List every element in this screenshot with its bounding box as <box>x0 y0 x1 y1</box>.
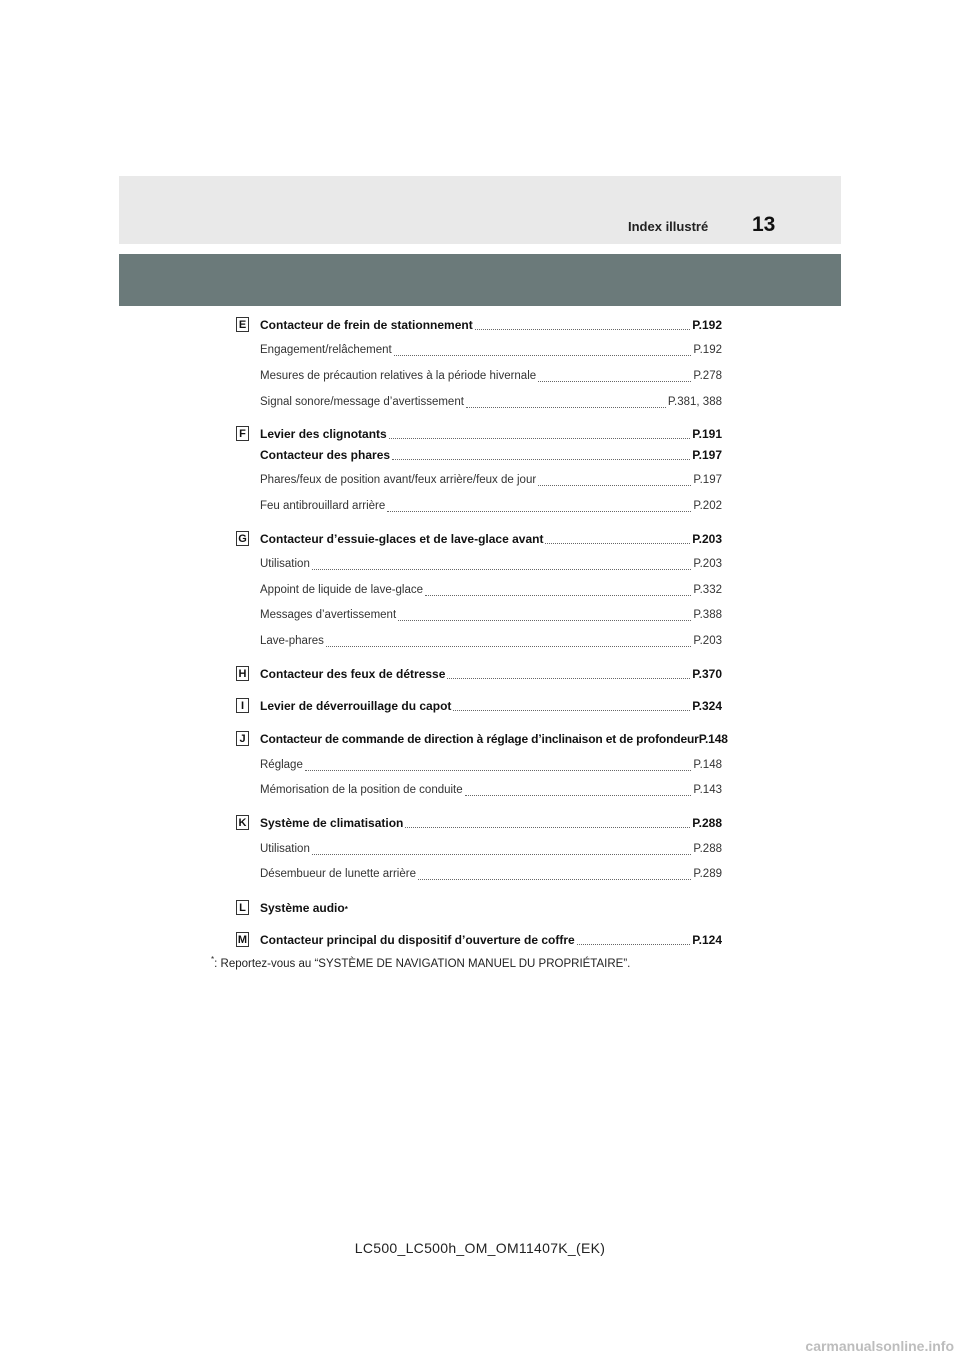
page-ref[interactable]: P.203 <box>693 635 722 647</box>
page-ref[interactable]: P.332 <box>693 584 722 596</box>
page-ref[interactable]: P.124 <box>692 933 722 947</box>
letter-marker-i: I <box>236 698 249 713</box>
page-ref[interactable]: P.143 <box>693 784 722 796</box>
entry-label: Système de climatisation <box>260 816 404 830</box>
entry-label: Appoint de liquide de lave-glace <box>260 584 424 596</box>
dot-leader <box>394 355 692 356</box>
page-ref[interactable]: P.191 <box>692 427 722 441</box>
entry-label: Utilisation <box>260 558 310 570</box>
footnote-text: : Reportez-vous au “SYSTÈME DE NAVIGATION MANUEL DU PROPRIÉTAIRE”. <box>214 957 631 970</box>
letter-marker-k: K <box>236 815 249 830</box>
index-subentry[interactable] <box>260 558 722 574</box>
page-ref[interactable]: P.197 <box>692 448 722 462</box>
dot-leader <box>392 459 690 460</box>
dot-leader <box>398 620 691 621</box>
header-band <box>119 176 841 244</box>
dot-leader <box>387 511 691 512</box>
index-entry[interactable] <box>260 318 722 334</box>
page-ref[interactable]: P.203 <box>692 532 722 546</box>
entry-label: Réglage <box>260 759 303 771</box>
dot-leader <box>475 329 690 330</box>
dot-leader <box>453 710 690 711</box>
page-ref[interactable]: P.388 <box>693 609 722 621</box>
index-entry[interactable] <box>260 816 722 832</box>
index-entry[interactable] <box>260 667 722 683</box>
index-subentry[interactable] <box>260 635 722 651</box>
document-code: LC500_LC500h_OM_OM11407K_(EK) <box>354 1240 606 1256</box>
entry-label: Mémorisation de la position de conduite <box>260 784 463 796</box>
letter-marker-f: F <box>236 426 249 441</box>
index-entry[interactable] <box>260 427 722 443</box>
page-ref[interactable]: P.370 <box>692 667 722 681</box>
dot-leader <box>418 879 691 880</box>
dot-leader <box>326 646 691 647</box>
index-subentry[interactable] <box>260 500 722 516</box>
page-ref[interactable]: P.148 <box>698 732 728 746</box>
index-subentry[interactable] <box>260 784 722 800</box>
index-entry[interactable] <box>260 532 722 548</box>
index-entry[interactable] <box>260 699 722 715</box>
index-subentry[interactable] <box>260 868 722 884</box>
index-subentry[interactable] <box>260 396 722 412</box>
entry-label: Feu antibrouillard arrière <box>260 500 386 512</box>
entry-label: Lave-phares <box>260 635 324 647</box>
page-ref[interactable]: P.192 <box>692 318 722 332</box>
index-subentry[interactable] <box>260 609 722 625</box>
dot-leader <box>538 381 691 382</box>
entry-label: Contacteur des phares <box>260 448 391 462</box>
index-subentry[interactable] <box>260 344 722 360</box>
letter-marker-e: E <box>236 317 249 332</box>
index-entry[interactable] <box>260 933 722 949</box>
dot-leader <box>466 407 666 408</box>
entry-label: Levier des clignotants <box>260 427 387 441</box>
dot-leader <box>545 543 690 544</box>
entry-label: Contacteur principal du dispositif d’ouverture de coffre <box>260 933 575 947</box>
index-subentry[interactable] <box>260 370 722 386</box>
entry-label: Contacteur de commande de direction à réglage d’inclinaison et de profondeur <box>260 732 699 746</box>
dot-leader <box>447 678 690 679</box>
entry-label: Mesures de précaution relatives à la période hivernale <box>260 370 537 382</box>
page-number: 13 <box>752 213 776 236</box>
dot-leader <box>577 944 690 945</box>
footnote-mark: * <box>344 905 348 914</box>
letter-marker-j: J <box>236 731 249 746</box>
page-title: Index illustré <box>628 219 709 234</box>
index-subentry[interactable] <box>260 474 722 490</box>
index-entry[interactable] <box>260 448 722 464</box>
entry-label: Signal sonore/message d’avertissement <box>260 396 464 408</box>
index-subentry[interactable] <box>260 843 722 859</box>
dot-leader <box>389 438 690 439</box>
watermark: carmanualsonline.info <box>805 1338 954 1354</box>
dot-leader <box>538 485 691 486</box>
page-ref[interactable]: P.381, 388 <box>667 396 722 408</box>
dot-leader <box>312 854 692 855</box>
entry-label: Engagement/relâchement <box>260 344 392 356</box>
dot-leader <box>425 595 691 596</box>
letter-marker-g: G <box>236 531 249 546</box>
entry-label: Désembueur de lunette arrière <box>260 868 416 880</box>
page-ref[interactable]: P.192 <box>693 344 722 356</box>
dot-leader <box>305 770 692 771</box>
page-ref[interactable]: P.203 <box>693 558 722 570</box>
entry-label: Utilisation <box>260 843 310 855</box>
page-ref[interactable]: P.148 <box>693 759 722 771</box>
footnote <box>211 955 630 970</box>
footnote-mark: * <box>211 955 215 964</box>
entry-label: Phares/feux de position avant/feux arrière/feux de jour <box>260 474 537 486</box>
letter-marker-l: L <box>236 900 249 915</box>
page-ref[interactable]: P.278 <box>693 370 722 382</box>
letter-marker-h: H <box>236 666 249 681</box>
dot-leader <box>465 795 692 796</box>
index-entry[interactable] <box>260 732 734 748</box>
letter-marker-m: M <box>237 933 248 946</box>
index-subentry[interactable] <box>260 759 722 775</box>
page-ref[interactable]: P.197 <box>693 474 722 486</box>
index-subentry[interactable] <box>260 584 722 600</box>
page-ref[interactable]: P.288 <box>692 816 722 830</box>
dot-leader <box>405 827 690 828</box>
entry-label: Contacteur d’essuie-glaces et de lave-glace avant <box>260 532 544 546</box>
entry-label: Contacteur de frein de stationnement <box>260 318 473 332</box>
entry-label: Levier de déverrouillage du capot <box>260 699 452 713</box>
dot-leader <box>312 569 692 570</box>
page-ref[interactable]: P.288 <box>693 843 722 855</box>
entry-label: Messages d’avertissement <box>260 609 397 621</box>
page-ref[interactable]: P.324 <box>692 699 722 713</box>
index-entry[interactable] <box>260 901 722 917</box>
entry-label: Système audio <box>260 901 345 915</box>
section-band <box>119 254 841 306</box>
page-ref[interactable]: P.202 <box>693 500 722 512</box>
entry-label: Contacteur des feux de détresse <box>260 667 446 681</box>
page-ref[interactable]: P.289 <box>693 868 722 880</box>
